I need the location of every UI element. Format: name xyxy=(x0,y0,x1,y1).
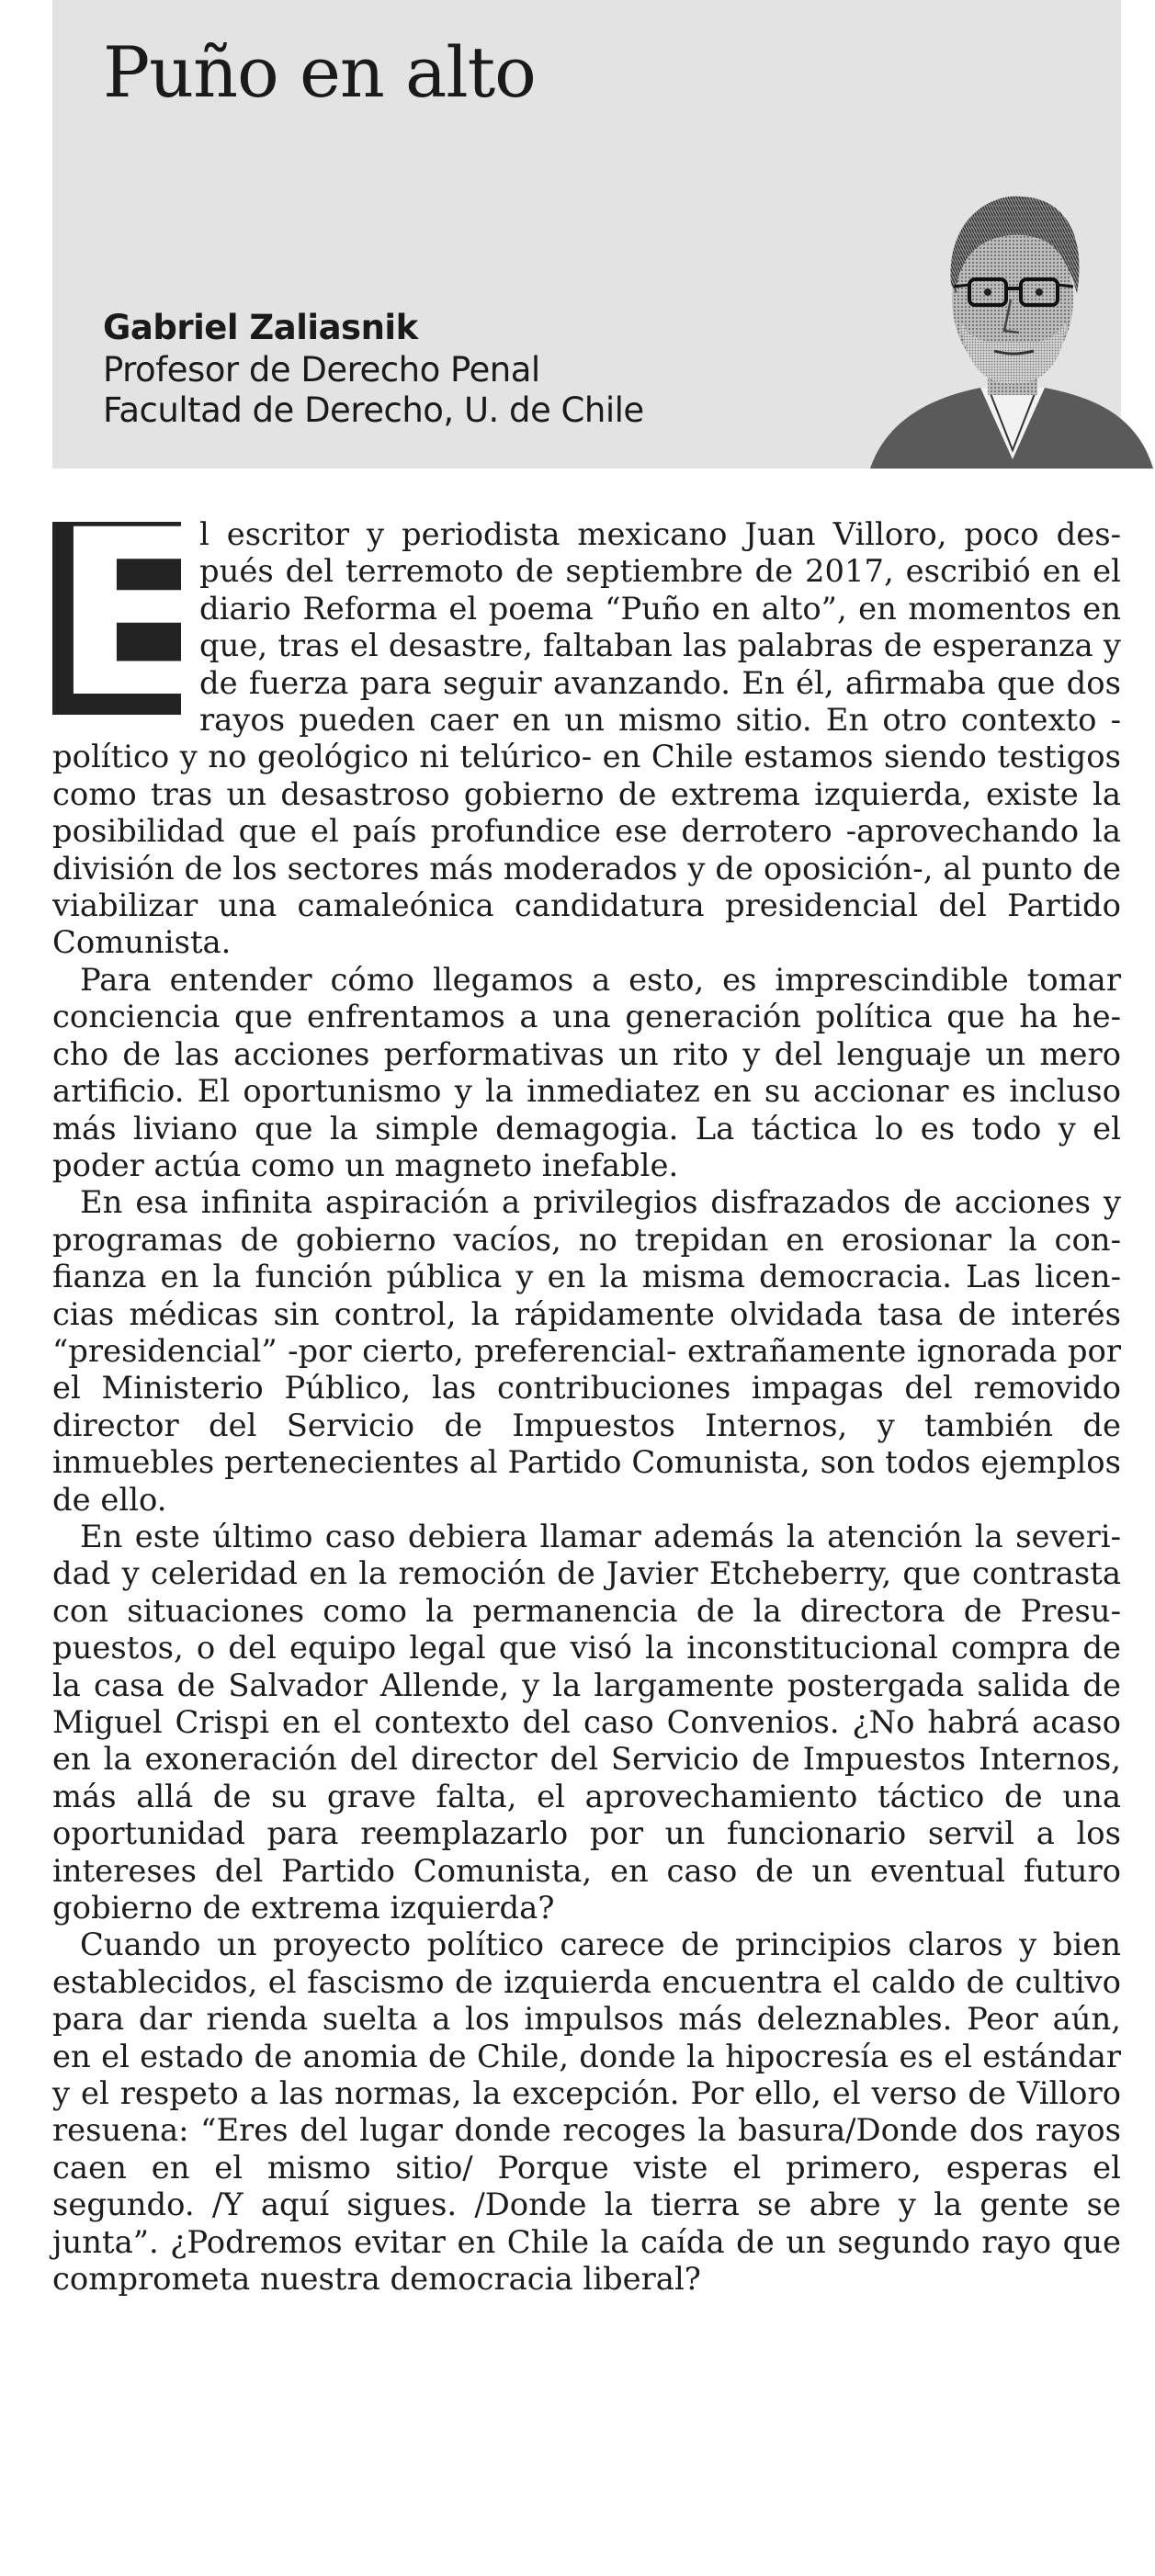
author-role: Profesor de Derecho Penal xyxy=(103,350,540,390)
article-paragraph: En este último caso debiera llamar además la atención la severidad y celeridad en la remoción de Javier Etcheberry, que contrasta con situaciones como la permanencia de la directora de Presupuestos, o del equipo legal que visó la inconstitucional compra de la casa de Salvador Allende, y la largamente postergada salida de Miguel Crispi en el contexto del caso Convenios. ¿No habrá acaso en la exoneración del director del Servicio de Impuestos Internos, más allá de su grave falta, el aprovechamiento táctico de una oportunidad para reemplazarlo por un funcionario servil a los intereses del Partido Comunista, en caso de un eventual futuro gobierno de extrema izquierda? xyxy=(52,1518,1121,1926)
article-paragraph: Cuando un proyecto político carece de principios claros y bien establecidos, el fascismo de izquierda encuentra el caldo de cultivo para dar rienda suelta a los impulsos más deleznables. Peor aún, en el estado de anomia de Chile, donde la hipocresía es el estándar y el respeto a las normas, la excepción. Por ello, el verso de Villoro resuena: “Eres del lugar donde recoges la basura/Donde dos rayos caen en el mismo sitio/ Porque viste el primero, esperas el segundo. /Y aquí sigues. /Donde la tierra se abre y la gente se junta”. ¿Podremos evitar en Chile la caída de un segundo rayo que comprometa nuestra democracia liberal? xyxy=(52,1926,1121,2298)
drop-cap-letter: E xyxy=(52,480,209,748)
article-paragraph: En esa infinita aspiración a privilegios disfrazados de acciones y programas de gobierno vacíos, no trepidan en erosionar la confianza en la función pública y en la misma democracia. Las licencias médicas sin control, la rápidamente olvidada tasa de interés “presidencial” -por cierto, preferencial- extrañamente ignorada por el Ministerio Público, las contribuciones impagas del removido director del Servicio de Impuestos Internos, y también de inmuebles pertenecientes al Partido Comunista, son todos ejemplos de ello. xyxy=(52,1184,1121,1518)
article-title: Puño en alto xyxy=(103,31,536,113)
author-affiliation: Facultad de Derecho, U. de Chile xyxy=(103,390,644,430)
paragraph-text: l escritor y periodista mexicano Juan Villoro, poco después del terremoto de septiembre de 2017, escribió en el diario Reforma el poema “Puño en alto”, en momentos en que, tras el desastre, faltaban las palabras de esperanza y de fuerza para seguir avanzando. En él, afirmaba que dos rayos pueden caer en un mismo sitio. En otro contexto -político y no geológico ni telúrico- en Chile estamos siendo testigos como tras un desastroso gobierno de extrema izquierda, existe la posibilidad que el país profundice ese derrotero -aprovechando la división de los sectores más moderados y de oposición-, al punto de viabilizar una camaleónica candidatura presidencial del Partido Comunista. xyxy=(52,516,1121,961)
article-body xyxy=(52,480,1121,2299)
author-name: Gabriel Zaliasnik xyxy=(103,308,418,347)
article-header xyxy=(52,0,1121,469)
author-portrait xyxy=(861,184,1155,469)
article-paragraph: Para entender cómo llegamos a esto, es imprescindible tomar conciencia que enfrentamos a una generación política que ha hecho de las acciones performativas un rito y del lenguaje un mero artificio. El oportunismo y la inmediatez en su accionar es incluso más liviano que la simple demagogia. La táctica lo es todo y el poder actúa como un magneto inefable. xyxy=(52,961,1121,1183)
drop-cap xyxy=(52,480,209,748)
article-paragraph xyxy=(52,480,1121,962)
